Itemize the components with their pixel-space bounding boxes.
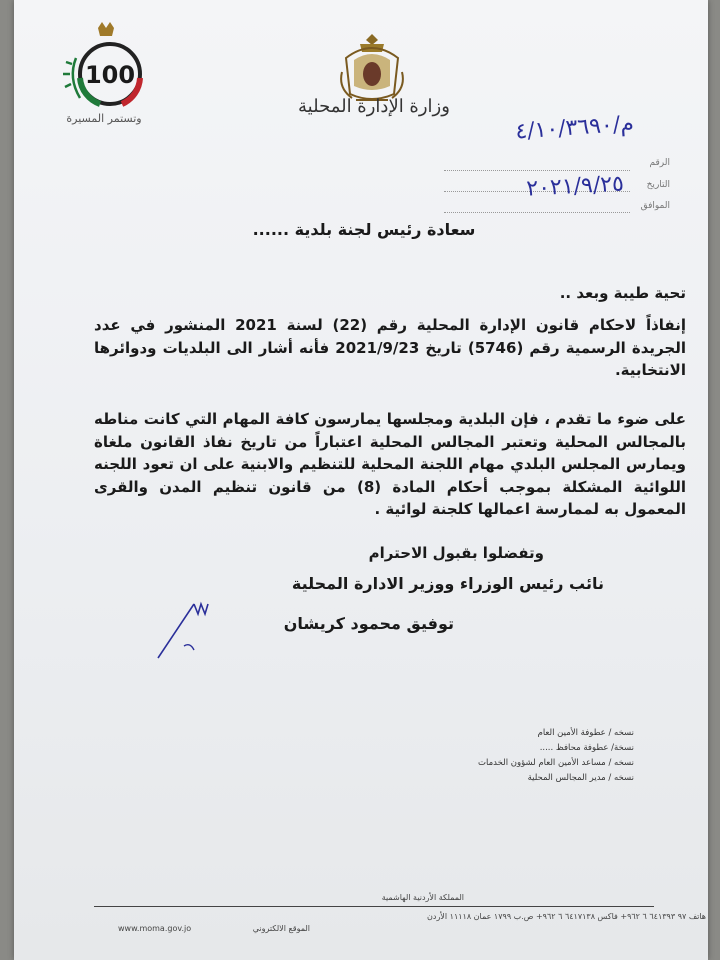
footer-divider [94, 906, 654, 907]
centennial-slogan: وتستمر المسيرة [66, 112, 142, 125]
footer-kingdom: المملكة الأردنية الهاشمية [381, 893, 464, 902]
closing-line: وتفضلوا بقبول الاحترام [368, 544, 544, 562]
greeting: تحية طيبة وبعد .. [559, 284, 686, 302]
ministry-name: وزارة الإدارة المحلية [298, 96, 450, 117]
signatory-name: توفيق محمود كريشان [283, 614, 454, 633]
letter-page [14, 0, 708, 960]
handwritten-ref-number: م/٤/١٠/٣٦٩٠ [514, 111, 635, 145]
footer-contact: هاتف ٩٧ ٦٤١٣٩٣ ٦ ٩٦٢+ فاكس ٦٤١٧١٣٨ ٦ ٩٦٢+ ص.ب ١٧٩٩ عمان ١١١١٨ الأردن [427, 912, 706, 921]
copy-item: نسخه / مساعد الأمين العام لشؤون الخدمات [478, 758, 634, 768]
recipient-line: سعادة رئيس لجنة بلدية ...... [252, 220, 476, 239]
meta-label-date: التاريخ [646, 180, 670, 190]
signature-mark [154, 598, 244, 668]
meta-label-corresponding: الموافق [640, 201, 670, 211]
copy-item: نسخة/ عطوفة محافظ ..... [539, 743, 634, 753]
copy-item: نسخه / مدير المجالس المحلية [527, 773, 634, 783]
meta-label-number: الرقم [649, 158, 670, 168]
meta-line-number [444, 170, 630, 171]
copy-item: نسخه / عطوفة الأمين العام [537, 728, 634, 738]
paragraph-1: إنفاذاً لاحكام قانون الإدارة المحلية رقم (22) لسنة 2021 المنشور في عدد الجريدة الرسمية رقم (5746) تاريخ 2021/9/23 فأنه أشار الى البلديات ودوائرها الانتخابية. [94, 316, 687, 379]
meta-line-corresponding [444, 212, 630, 213]
footer-website-label: الموقع الالكتروني [252, 924, 310, 933]
centennial-number: 100 [84, 61, 136, 89]
footer-website[interactable]: www.moma.gov.jo [118, 924, 192, 933]
handwritten-gregorian-date: ٢٠٢١/٩/٢٥ [525, 171, 625, 202]
paragraph-2: على ضوء ما تقدم ، فإن البلدية ومجلسها يمارسون كافة المهام التي كانت مناطه بالمجالس المحلية وتعتبر المجالس المحلية اعتباراً من تاريخ نفاذ القانون ملغاة ويمارس المجلس البلدي مهام اللجنة المحلية للتنظيم والابنية على ان تعود اللجنه اللوائية المشكلة بموجب أحكام المادة (8) من قانون تنظيم المدن والقرى المعمول به لممارسة اعمالها كلجنة لوائية . [94, 410, 686, 518]
signatory-title: نائب رئيس الوزراء ووزير الادارة المحلية [291, 574, 604, 593]
